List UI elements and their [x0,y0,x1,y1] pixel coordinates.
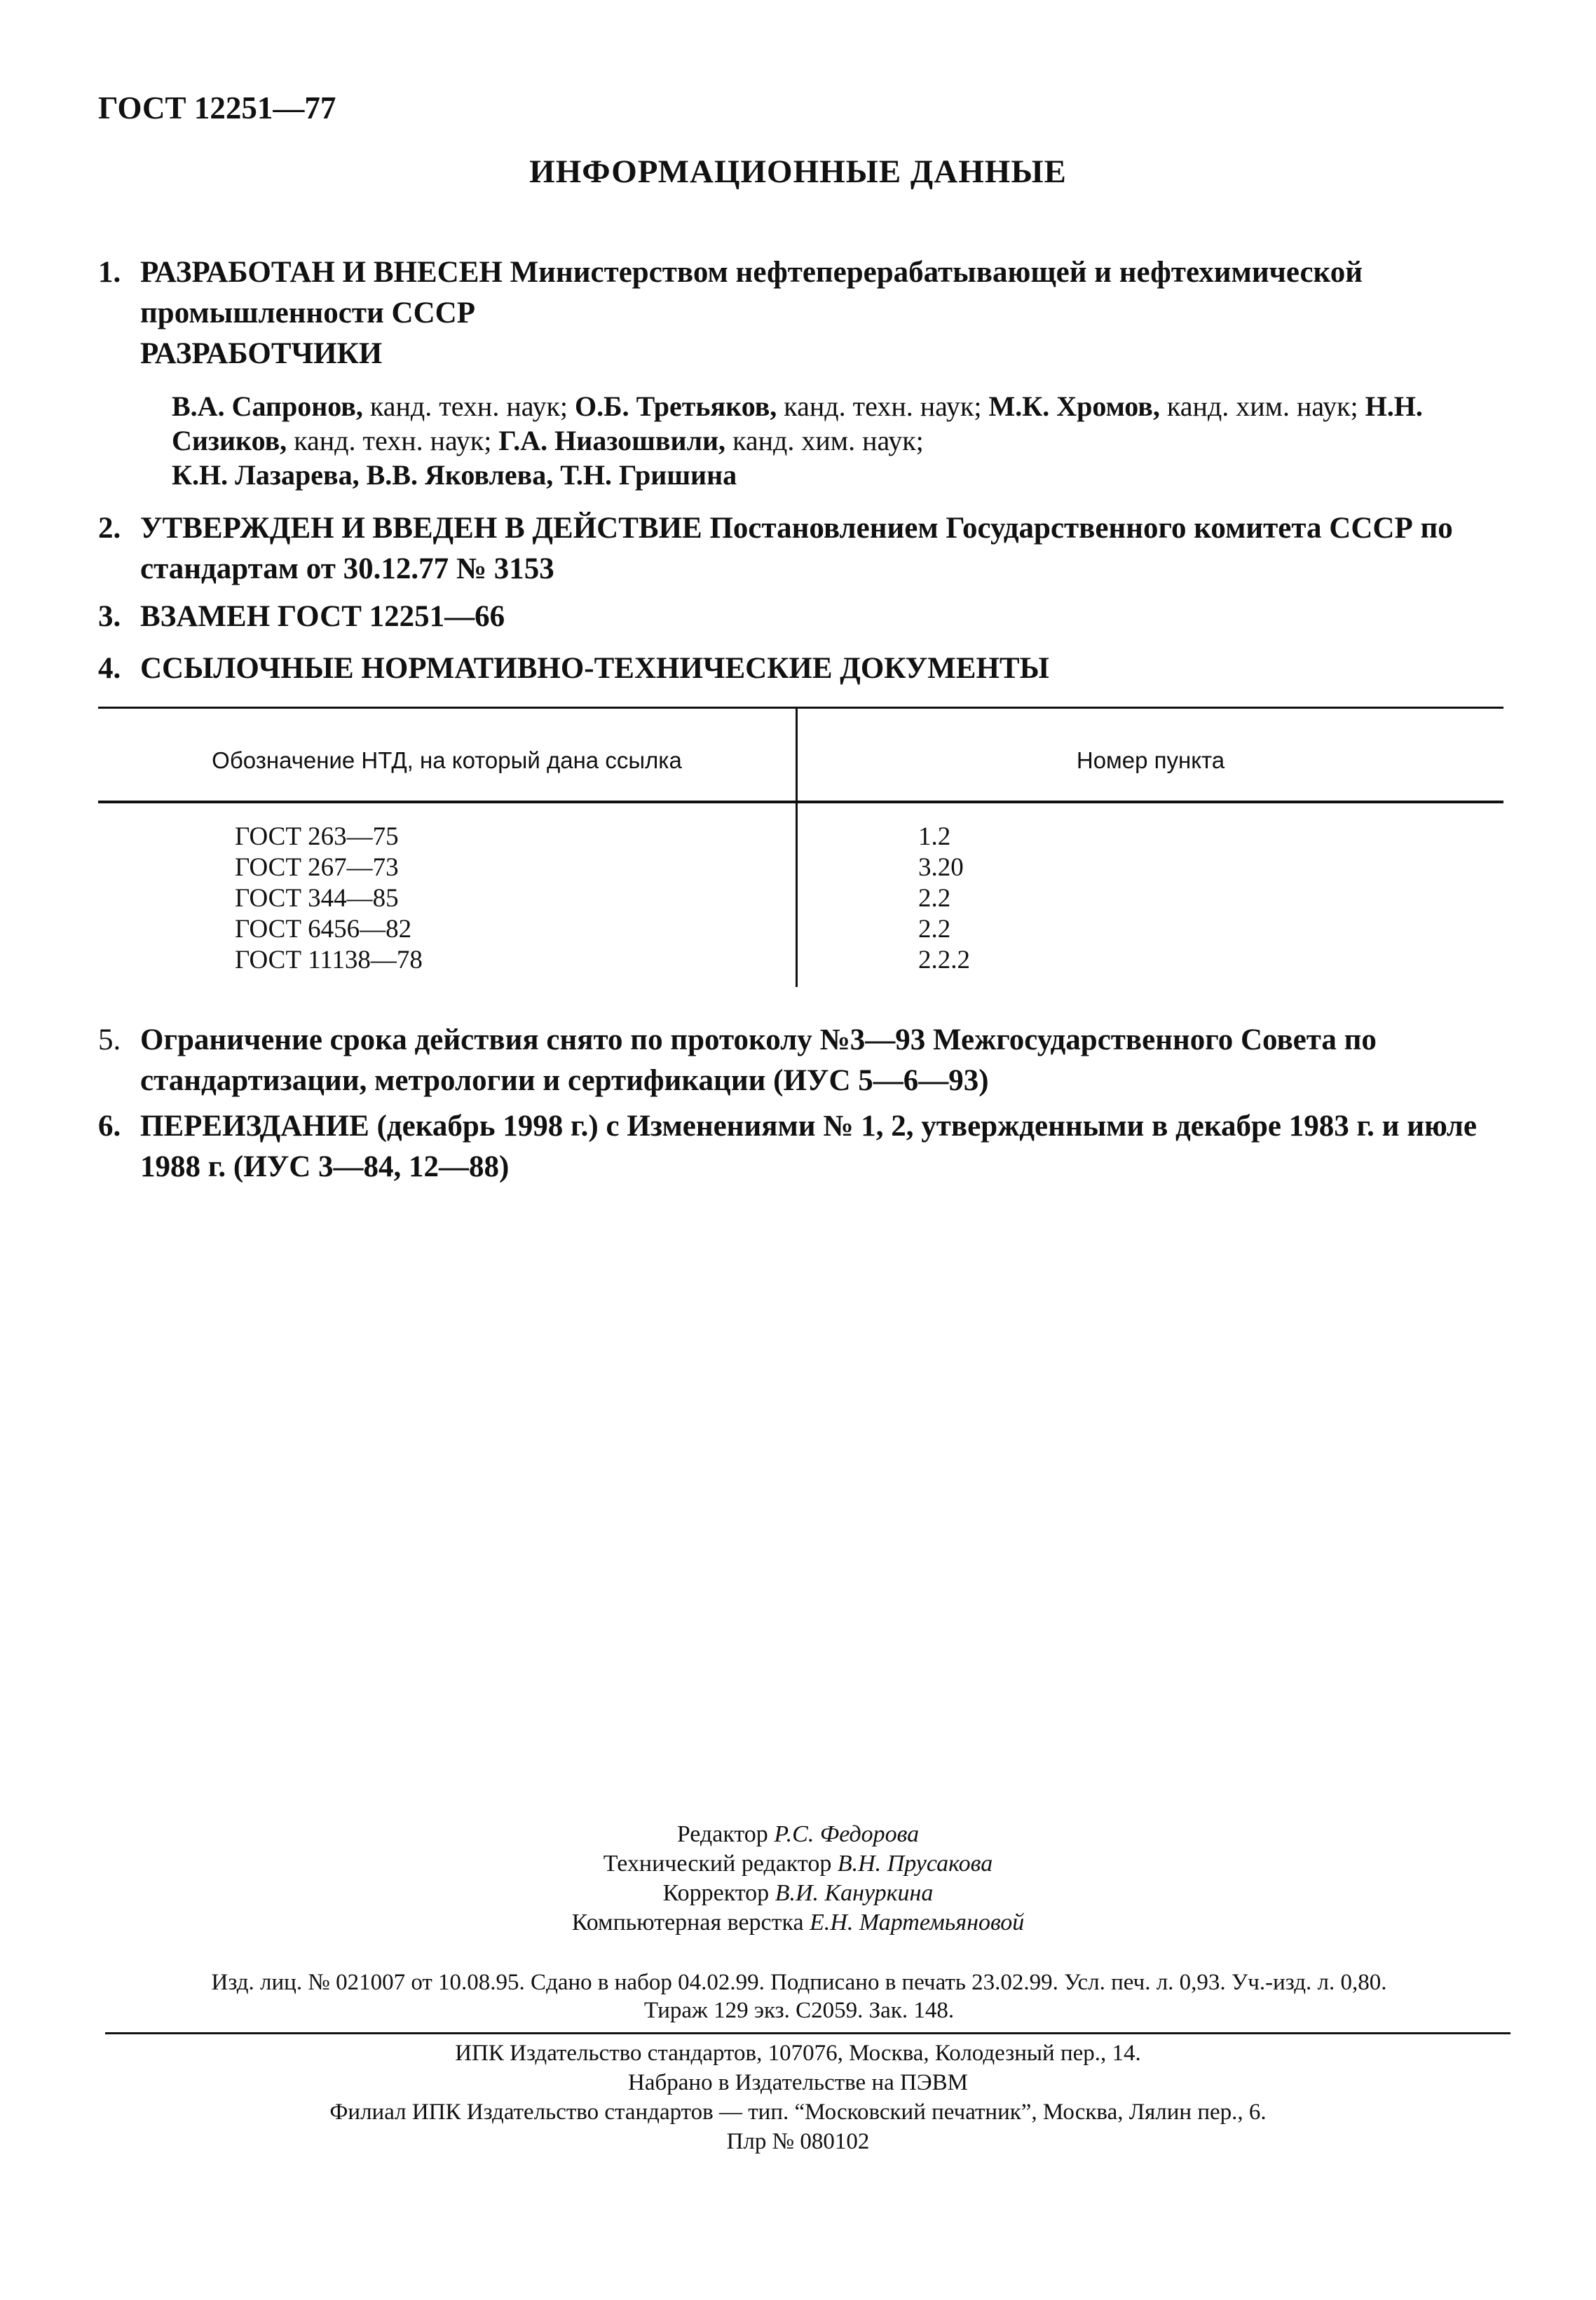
document-number: ГОСТ 12251—77 [98,90,336,125]
item-number: 1. [98,256,121,289]
credit-name: В.Н. Прусакова [837,1851,993,1877]
developer-name: М.К. Хромов, [988,390,1160,422]
info-item-2 [98,508,1500,590]
table-top-rule [98,707,1503,709]
item-text: Постановлением Государственного комитета СССР по стандартам от 30.12.77 № 3153 [140,512,1453,585]
table-document-column [235,822,423,976]
item-number: 4. [98,652,121,685]
publication-line: Изд. лиц. № 021007 от 10.08.95. Сдано в набор 04.02.99. Подписано в печать 23.02.99. Усл. печ. л. 0,93. Уч.-изд. л. 0,80. [211,1970,1387,1995]
credit-line [0,1908,1596,1938]
developers-list [172,389,1503,492]
developer-name: Н.Н. Сизиков, [172,390,1423,456]
reference-table [98,707,1503,987]
table-cell-document: ГОСТ 11138—78 [235,946,423,974]
developer-title: канд. техн. наук; [777,390,989,422]
page-title: ИНФОРМАЦИОННЫЕ ДАННЫЕ [529,154,1067,190]
credit-line [0,1879,1596,1908]
table-cell-document: ГОСТ 344—85 [235,884,399,913]
table-header-rule [98,801,1503,803]
table-cell-document: ГОСТ 267—73 [235,853,399,882]
credit-role: Редактор [676,1821,768,1847]
info-item-3 [98,597,1500,637]
developer-title: канд. техн. наук; [362,390,575,422]
item-lead: РАЗРАБОТАН И ВНЕСЕН [140,256,503,289]
item-text: ВЗАМЕН ГОСТ 12251—66 [140,600,505,633]
developer-title: канд. техн. наук; [287,425,499,456]
table-cell-document: ГОСТ 263—75 [235,822,399,851]
publication-line: Тираж 129 экз. С2059. Зак. 148. [643,1998,955,2023]
item-number: 5. [98,1023,121,1056]
developer-name: К.Н. Лазарева, В.В. Яковлева, Т.Н. Гришина [172,459,737,491]
table-cell-clause: 2.2.2 [918,946,970,974]
item-text: ССЫЛОЧНЫЕ НОРМАТИВНО-ТЕХНИЧЕСКИЕ ДОКУМЕНТЫ [140,652,1049,685]
credit-name: Р.С. Федорова [774,1821,920,1847]
table-cell-clause: 2.2 [918,915,951,944]
publication-details [84,1968,1514,2025]
item-number: 6. [98,1110,121,1143]
credit-name: Е.Н. Мартемьяновой [810,1910,1025,1935]
item-text: Ограничение срока действия снято по протоколу №3—93 Межгосударственного Совета по стандартизации, метрологии и сертификации (ИУС 5—6—93) [140,1023,1377,1097]
credit-role: Корректор [662,1880,770,1906]
item-lead: УТВЕРЖДЕН И ВВЕДЕН В ДЕЙСТВИЕ [140,512,702,545]
item-text: (декабрь 1998 г.) с Изменениями № 1, 2, утвержденными в декабре 1983 г. и июле 1988 г. (ИУС 3—84, 12—88) [140,1110,1477,1183]
editorial-credits [0,1820,1596,1938]
credit-role: Технический редактор [603,1851,832,1877]
credit-line [0,1849,1596,1879]
publisher-line: Набрано в Издательстве на ПЭВМ [628,2070,968,2095]
item-number: 2. [98,512,121,545]
publisher-line: Филиал ИПК Издательство стандартов — тип. “Московский печатник”, Москва, Лялин пер., 6. [329,2100,1267,2125]
publisher-line: ИПК Издательство стандартов, 107076, Москва, Колодезный пер., 14. [455,2041,1141,2066]
credit-role: Компьютерная верстка [571,1910,804,1935]
info-item-6 [98,1106,1500,1188]
table-header-clause: Номер пункта [1076,747,1225,773]
publisher-info [0,2039,1596,2156]
info-item-1 [98,252,1500,334]
developers-heading: РАЗРАБОТЧИКИ [140,337,383,370]
credit-line [0,1820,1596,1849]
publisher-line: Плр № 080102 [726,2129,870,2154]
developer-title: канд. хим. наук; [725,425,924,456]
table-clause-column [918,822,970,976]
table-cell-clause: 2.2 [918,884,951,913]
developer-name: О.Б. Третьяков, [575,390,777,422]
developer-title: канд. хим. наук; [1159,390,1365,422]
table-cell-clause: 3.20 [918,853,964,882]
credit-name: В.И. Кануркина [775,1880,934,1906]
footer-divider [105,2032,1510,2034]
table-header-document: Обозначение НТД, на который дана ссылка [212,747,682,773]
developer-name: Г.А. Ниазошвили, [498,425,726,456]
item-text: Министерством нефтеперерабатывающей и нефтехимической промышленности СССР [140,256,1363,329]
item-lead: ПЕРЕИЗДАНИЕ [140,1110,369,1143]
info-item-5 [98,1020,1500,1101]
table-cell-document: ГОСТ 6456—82 [235,915,412,944]
developer-name: В.А. Сапронов, [172,390,363,422]
info-item-4 [98,648,1500,689]
item-number: 3. [98,600,121,633]
table-cell-clause: 1.2 [918,822,951,851]
